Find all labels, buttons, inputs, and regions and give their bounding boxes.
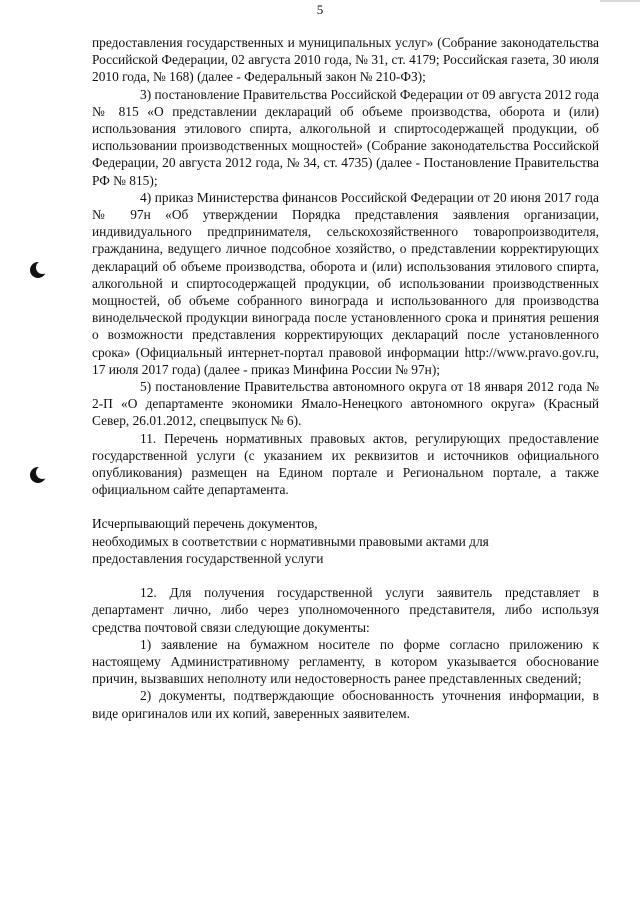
section-heading-line: необходимых в соответствии с нормативными правовыми актами для: [92, 533, 489, 549]
document-body: [92, 34, 599, 722]
binder-hole-icon: [30, 467, 46, 483]
binder-hole-icon: [30, 262, 46, 278]
paragraph: 3) постановление Правительства Российской Федерации от 09 августа 2012 года № 815 «О представлении деклараций об объеме производства, оборота и (или) использования этилового спирта, алкогольной и спиртосодержащей продукции, об использовании производственных мощностей» (Собрание законодательства Российской Федерации, 20 августа 2012 года, № 34, ст. 4735) (далее - Постановление Правительства РФ № 815);: [92, 86, 599, 188]
paragraph: 12. Для получения государственной услуги заявитель представляет в департамент лично, либо через уполномоченного представителя, либо используя средства почтовой связи следующие документы:: [92, 585, 599, 635]
paragraph: 1) заявление на бумажном носителе по форме согласно приложению к настоящему Административному регламенту, в котором указывается обоснование причин, вызвавших неполноту или недостоверность ранее представленных сведений;: [92, 636, 599, 687]
page-number: 5: [316, 2, 324, 17]
spacer: [92, 498, 599, 515]
section-heading-line: предоставления государственной услуги: [92, 550, 324, 566]
paragraph: 5) постановление Правительства автономного округа от 18 января 2012 года № 2-П «О департаменте экономики Ямало-Ненецкого автономного округа» (Красный Север, 26.01.2012, спецвыпуск № 6).: [92, 379, 599, 429]
paragraph: 4) приказ Министерства финансов Российской Федерации от 20 июня 2017 года № 97н «Об утверждении Порядка представления заявления организации, индивидуального предпринимателя, сельскохозяйственного товаропроизводителя, гражданина, ведущего личное подсобное хозяйство, о представлении корректирующих деклараций об объеме производства, оборота и (или) использования этилового спирта, алкогольной и спиртосодержащей продукции, об использовании производственных мощностей, об объеме собранного винограда и использованного для производства винодельческой продукции винограда после установленного срока и принятия решения о возможности представления корректирующих деклараций после установленного срока» (Официальный интернет-портал правовой информации http://www.pravo.gov.ru, 17 июля 2017 года) (далее - приказ Минфина России № 97н);: [92, 189, 599, 377]
paragraph: 11. Перечень нормативных правовых актов, регулирующих предоставление государственной услуги (с указанием их реквизитов и источников официального опубликования) размещен на Едином портале и Региональном портале, а также официальном сайте департамента.: [92, 430, 599, 498]
paragraph: предоставления государственных и муниципальных услуг» (Собрание законодательства Российской Федерации, 02 августа 2010 года, № 31, ст. 4179; Российская газета, 30 июля 2010 года, № 168) (далее - Федеральный закон № 210-ФЗ);: [92, 35, 599, 85]
spacer: [92, 567, 599, 584]
paragraph: 2) документы, подтверждающие обоснованность уточнения информации, в виде оригиналов или их копий, заверенных заявителем.: [92, 688, 599, 721]
section-heading: [92, 515, 599, 567]
section-heading-line: Исчерпывающий перечень документов,: [92, 516, 318, 532]
